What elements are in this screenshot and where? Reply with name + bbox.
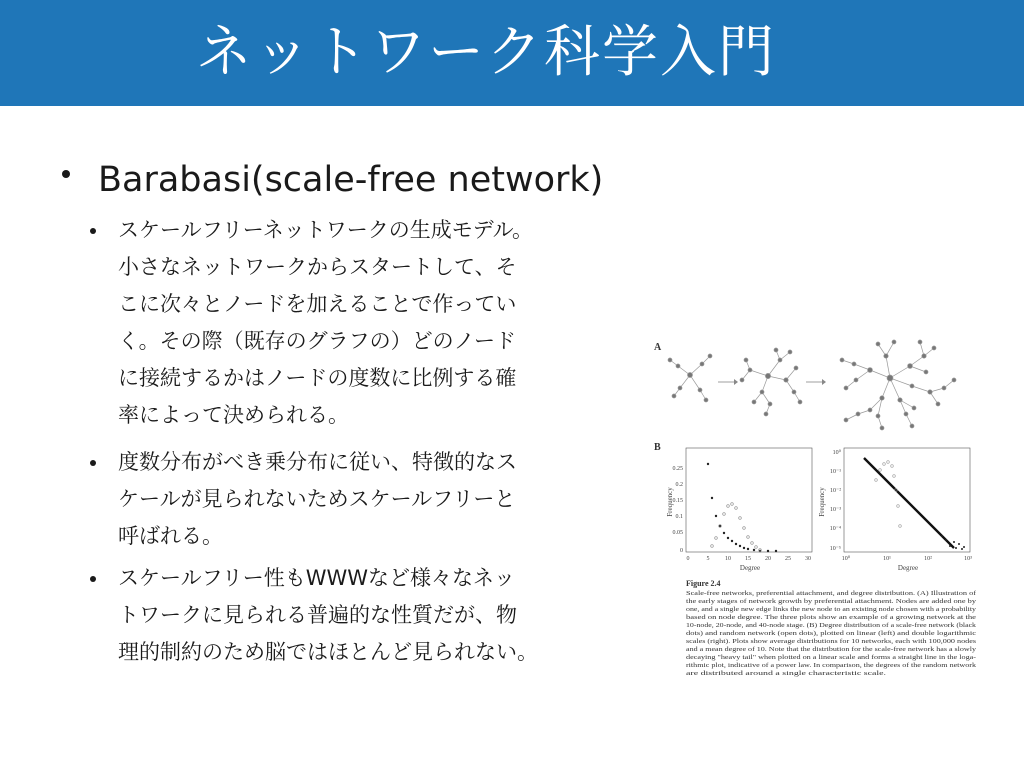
network-40-node xyxy=(840,340,956,430)
figure-image xyxy=(650,330,980,677)
bullet-main-text: Barabasi(scale-free network) xyxy=(98,160,604,200)
random-points xyxy=(875,461,902,528)
figure-svg xyxy=(650,330,980,677)
y-tick: 10⁻³ xyxy=(830,507,841,513)
figure-caption xyxy=(686,590,977,677)
bullet-dot xyxy=(90,576,96,582)
power-law-line xyxy=(864,458,954,548)
network-20-node xyxy=(740,348,802,416)
y-tick: 0 xyxy=(680,548,683,554)
caption-line: 10-node, 20-node, and 40-node stage. (B) Degree distribution of a scale-free network (black xyxy=(686,622,978,629)
bullet-dot xyxy=(90,228,96,234)
x-tick: 10⁰ xyxy=(841,556,851,562)
network-10-node xyxy=(668,354,712,402)
caption-line: based on node degree. The three plots show an example of a growing network at the xyxy=(686,614,977,621)
x-tick: 10³ xyxy=(964,556,972,562)
y-tick: 0.2 xyxy=(675,482,683,488)
y-tick: 10⁻⁵ xyxy=(829,546,841,552)
arrow-1-head xyxy=(734,379,738,385)
x-tick: 10² xyxy=(924,556,932,562)
y-tick: 0.05 xyxy=(672,530,683,536)
arrow-2-head xyxy=(822,379,826,385)
y-tick: 10⁰ xyxy=(832,450,841,456)
x-tick: 20 xyxy=(765,556,771,562)
text-line: スケールフリー性もWWWなど様々なネッ xyxy=(118,566,516,590)
caption-line: are distributed around a single characteristic scale. xyxy=(686,670,887,677)
caption-line: the early stages of network growth by preferential attachment. Nodes are added one by xyxy=(686,598,978,605)
x-tick: 30 xyxy=(805,556,811,562)
panel-a-label: A xyxy=(654,342,662,353)
figure-caption-title: Figure 2.4 xyxy=(686,579,721,588)
title-bar xyxy=(0,0,1024,106)
y-tick: 0.15 xyxy=(672,498,683,504)
text-line: スケールフリーネットワークの生成モデル。 xyxy=(118,218,533,242)
text-line: く。その際（既存のグラフの）どのノード xyxy=(118,329,516,353)
x-tick: 15 xyxy=(745,556,751,562)
y-tick: 0.25 xyxy=(672,466,683,472)
y-tick: 0.1 xyxy=(675,514,683,520)
text-line: こに次々とノードを加えることで作ってい xyxy=(118,292,517,316)
y-tick: 10⁻¹ xyxy=(830,469,841,475)
text-line: 率によって決められる。 xyxy=(118,403,349,427)
x-tick: 5 xyxy=(706,556,710,562)
caption-line: and a mean degree of 10. Note that the distribution for the scale-free network has a slowly xyxy=(686,646,978,653)
sub-bullet-1 xyxy=(90,212,630,434)
x-tick: 10 xyxy=(725,556,731,562)
text-line: 呼ばれる。 xyxy=(118,524,223,548)
linear-plot xyxy=(666,448,812,572)
panel-b-label: B xyxy=(654,442,661,453)
text-line: に接続するかはノードの度数に比例する確 xyxy=(118,366,517,390)
x-tick: 25 xyxy=(785,556,791,562)
sub-bullet-2 xyxy=(90,444,630,555)
caption-line: dots) and random network (open dots), plotted on linear (left) and double logarithmic xyxy=(686,630,977,637)
caption-line: one, and a single new edge links the new node to an existing node chosen with a probability xyxy=(686,606,978,613)
text-line: トワークに見られる普遍的な性質だが、物 xyxy=(118,603,517,627)
x-axis-label: Degree xyxy=(739,564,761,572)
log-plot xyxy=(818,448,972,572)
slide-title: ネットワーク科学入門 xyxy=(196,20,776,85)
bullet-dot xyxy=(62,170,70,178)
caption-line: decaying "heavy tail" when plotted on a linear scale and forms a straight line in the loga- xyxy=(686,654,976,661)
text-line: 理的制約のため脳ではほとんど見られない。 xyxy=(118,640,538,664)
sub-bullet-3 xyxy=(90,560,630,671)
text-line: 小さなネットワークからスタートして、そ xyxy=(118,255,517,279)
y-axis-label: Frequency xyxy=(666,487,674,517)
caption-line: rithmic plot, indicative of a power law. In comparison, the degrees of the random network xyxy=(686,662,978,669)
y-tick: 10⁻² xyxy=(830,488,841,494)
x-axis-label: Degree xyxy=(897,564,919,572)
caption-line: Scale-free networks, preferential attachment, and degree distribution. (A) Illustration of xyxy=(686,590,978,597)
text-line: ケールが見られないためスケールフリーと xyxy=(118,487,516,511)
x-tick: 10¹ xyxy=(883,556,891,562)
bullet-dot xyxy=(90,460,96,466)
x-tick: 0 xyxy=(686,556,690,562)
caption-line: scales (right). Plots show average distributions for 10 networks, each with 100,000 nodes xyxy=(686,638,977,645)
text-line: 度数分布がべき乗分布に従い、特徴的なス xyxy=(118,450,517,474)
y-tick: 10⁻⁴ xyxy=(829,526,841,532)
y-axis-label: Frequency xyxy=(818,487,826,517)
